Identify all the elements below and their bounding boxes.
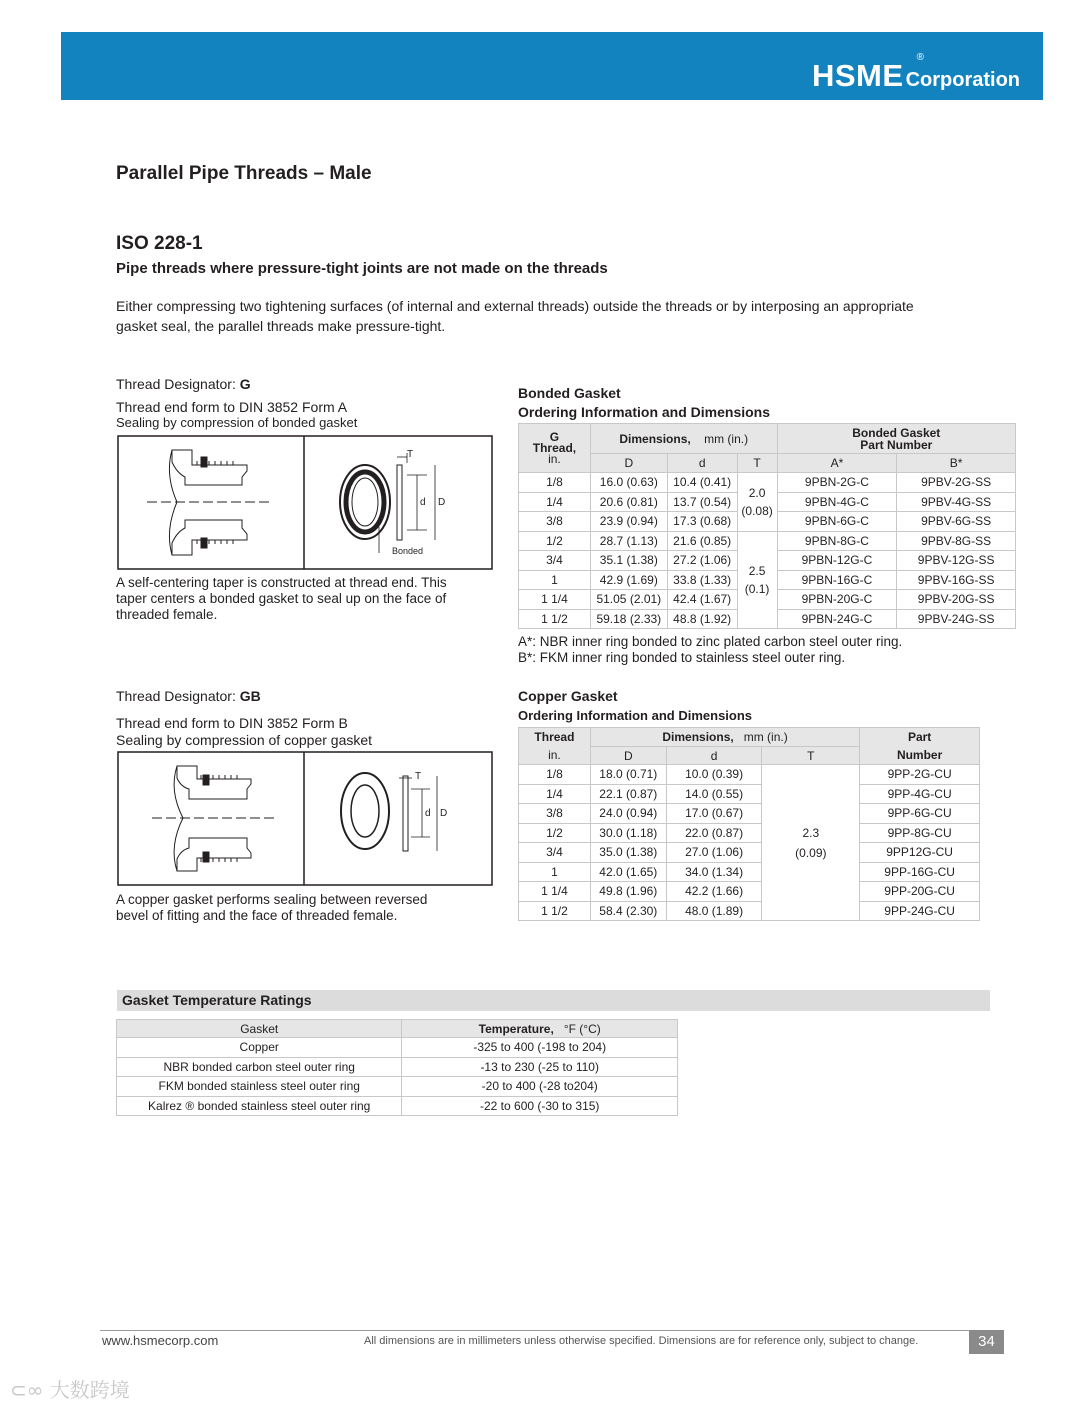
copper-col-part: Part Number [860,728,980,765]
copper-sub-D: D [590,747,666,765]
table-row: 1/8 18.0 (0.71) 10.0 (0.39) 2.3 (0.09) 9PP-2G-CU [519,765,980,785]
table-row: 1 1/4 49.8 (1.96) 42.2 (1.66) 9PP-20G-CU [519,882,980,902]
g-sealing: Sealing by compression of bonded gasket [116,415,358,430]
bonded-col-dims: Dimensions, mm (in.) [590,424,777,454]
watermark: ⊂∞ 大数跨境 [10,1378,130,1402]
gb-form: Thread end form to DIN 3852 Form B [116,715,348,731]
table-row: 1/2 28.7 (1.13) 21.6 (0.85) 2.5 (0.1) 9PBN-8G-C 9PBV-8G-SS [519,531,1016,551]
copper-table-subtitle: Ordering Information and Dimensions [518,708,753,723]
table-row: 1 1/4 51.05 (2.01) 42.4 (1.67) 9PBN-20G-C 9PBV-20G-SS [519,590,1016,610]
gb-designator: Thread Designator: GB [116,688,261,704]
table-row: 3/8 23.9 (0.94) 17.3 (0.68) 9PBN-6G-C 9PBV-6G-SS [519,512,1016,532]
copper-table [518,727,980,921]
table-row: 1 42.0 (1.65) 34.0 (1.34) 9PP-16G-CU [519,862,980,882]
table-row: 1 1/2 58.4 (2.30) 48.0 (1.89) 9PP-24G-CU [519,901,980,921]
bonded-t-group-2: 2.5 (0.1) [737,531,777,629]
table-row: 1 1/2 59.18 (2.33) 48.8 (1.92) 9PBN-24G-C 9PBV-24G-SS [519,609,1016,629]
watermark-logo-icon: ⊂∞ [10,1378,44,1402]
table-row: 1 42.9 (1.69) 33.8 (1.33) 9PBN-16G-C 9PBV-16G-SS [519,570,1016,590]
copper-sub-d: d [666,747,762,765]
standard-subtitle: Pipe threads where pressure-tight joints are not made on the threads [116,260,608,277]
table-row: FKM bonded stainless steel outer ring -20 to 400 (-28 to204) [117,1077,678,1097]
gb-fig-label-t: T [415,771,422,782]
copper-table-title: Copper Gasket [518,688,618,704]
table-row: 3/8 24.0 (0.94) 17.0 (0.67) 9PP-6G-CU [519,804,980,824]
page-number: 34 [969,1330,1004,1354]
table-row: 3/4 35.1 (1.38) 27.2 (1.06) 9PBN-12G-C 9PBV-12G-SS [519,551,1016,571]
bonded-col-part: Bonded Gasket Part Number [777,424,1015,454]
table-row: Kalrez ® bonded stainless steel outer ring -22 to 600 (-30 to 315) [117,1096,678,1116]
brand-logo: HSME Corporation ® [811,52,1020,93]
bonded-table [518,423,1016,629]
bonded-sub-A: A* [777,454,897,473]
gb-fig-label-d: d [425,808,431,819]
footer-website[interactable]: www.hsmecorp.com [102,1333,219,1348]
table-row: 1/8 16.0 (0.63) 10.4 (0.41) 2.0 (0.08) 9PBN-2G-C 9PBV-2G-SS [519,473,1016,493]
g-fig-label-t: T [407,449,414,460]
g-caption: A self-centering taper is constructed at thread end. This taper centers a bonded gasket to seal up on the face of threaded female. [116,575,447,622]
gb-figure [117,751,493,886]
bonded-t-group-1: 2.0 (0.08) [737,473,777,532]
intro-text: Either compressing two tightening surfaces (of internal and external threads) outside the threads or by interposing an appropriate gasket seal, the parallel threads make pressure-tight. [116,298,914,334]
standard-title: ISO 228-1 [116,233,203,254]
bonded-sub-d: d [667,454,737,473]
temp-col-temp: Temperature, °F (°C) [402,1020,678,1038]
copper-col-thread: Thread in. [519,728,591,765]
copper-t-group: 2.3 (0.09) [762,765,860,921]
g-figure [117,435,493,570]
page-title: Parallel Pipe Threads – Male [116,163,372,184]
bonded-note-a: A*: NBR inner ring bonded to zinc plated carbon steel outer ring. [518,634,903,649]
bonded-sub-T: T [737,454,777,473]
table-row: NBR bonded carbon steel outer ring -13 to 230 (-25 to 110) [117,1057,678,1077]
g-form: Thread end form to DIN 3852 Form A [116,399,348,415]
temp-table-title: Gasket Temperature Ratings [122,992,312,1008]
copper-col-dims: Dimensions, mm (in.) [590,728,859,747]
bonded-col-thread: G Thread, in. [519,424,591,473]
temp-table [116,1019,678,1116]
g-fig-label-D: D [438,497,446,508]
footer-disclaimer: All dimensions are in millimeters unless otherwise specified. Dimensions are for reference only, subject to change. [364,1335,919,1347]
bonded-sub-D: D [590,454,667,473]
gb-fig-label-D: D [440,808,448,819]
table-row: 1/4 22.1 (0.87) 14.0 (0.55) 9PP-4G-CU [519,784,980,804]
table-row: 1/4 20.6 (0.81) 13.7 (0.54) 9PBN-4G-C 9PBV-4G-SS [519,492,1016,512]
bonded-table-subtitle: Ordering Information and Dimensions [518,404,771,420]
footer-divider [100,1330,1004,1331]
g-designator: Thread Designator: G [116,376,251,392]
copper-sub-T: T [762,747,860,765]
g-fig-label-d: d [420,497,426,508]
bonded-sub-B: B* [897,454,1016,473]
gb-sealing: Sealing by compression of copper gasket [116,732,373,748]
bonded-table-title: Bonded Gasket [518,385,621,401]
g-fig-label-bonded: Bonded [392,546,424,556]
table-row: Copper -325 to 400 (-198 to 204) [117,1038,678,1058]
gb-caption: A copper gasket performs sealing between reversed bevel of fitting and the face of threaded female. [116,892,428,923]
bonded-note-b: B*: FKM inner ring bonded to stainless steel outer ring. [518,650,846,665]
temp-col-gasket: Gasket [117,1020,402,1038]
table-row: 1/2 30.0 (1.18) 22.0 (0.87) 9PP-8G-CU [519,823,980,843]
table-row: 3/4 35.0 (1.38) 27.0 (1.06) 9PP12G-CU [519,843,980,863]
